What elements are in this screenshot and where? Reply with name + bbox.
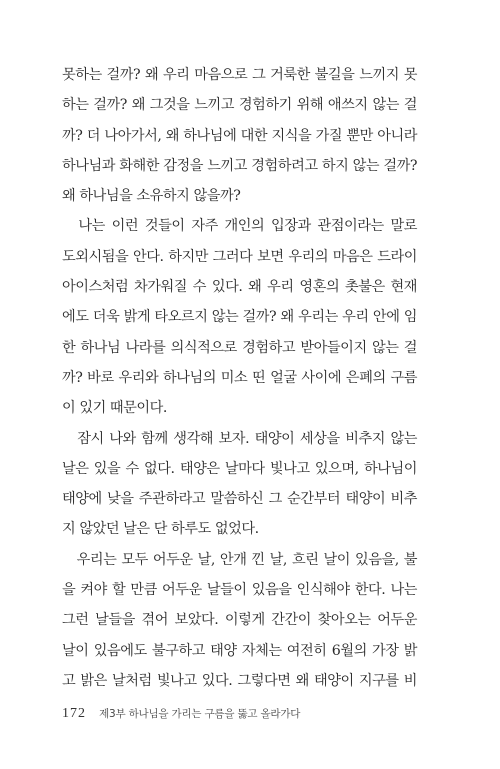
text-line: 왜 하나님을 소유하지 않을까? xyxy=(62,188,241,205)
text-line: 까? 바로 우리와 하나님의 미소 띤 얼굴 사이에 은폐의 구름 xyxy=(62,369,417,386)
text-line: 하는 걸까? 왜 그것을 느끼고 경험하기 위해 애쓰지 않는 걸 xyxy=(62,97,417,114)
text-line: 태양에 낮을 주관하라고 말씀하신 그 순간부터 태양이 비추 xyxy=(62,491,417,508)
text-line: 이 있기 때문이다. xyxy=(62,400,167,417)
body-text xyxy=(62,60,417,696)
text-line: 우리는 모두 어두운 날, 안개 낀 날, 흐린 날이 있음을, 불 xyxy=(62,551,417,568)
text-line: 에도 더욱 밝게 타오르지 않는 걸까? 왜 우리는 우리 안에 임 xyxy=(62,309,417,326)
text-line: 까? 더 나아가서, 왜 하나님에 대한 지식을 가질 뿐만 아니라 xyxy=(62,127,417,144)
text-line: 고 밝은 날처럼 빛나고 있다. 그렇다면 왜 태양이 지구를 비 xyxy=(62,672,417,689)
text-line: 그런 날들을 겪어 보았다. 이렇게 간간이 찾아오는 어두운 xyxy=(62,612,417,629)
text-line: 날이 있음에도 불구하고 태양 자체는 여전히 6월의 가장 밝 xyxy=(62,642,417,659)
text-line: 날은 있을 수 없다. 태양은 날마다 빛나고 있으며, 하나님이 xyxy=(62,460,417,477)
text-line: 도외시됨을 안다. 하지만 그러다 보면 우리의 마음은 드라이 xyxy=(62,248,417,265)
running-title: 제3부 하나님을 가리는 구름을 뚫고 올라가다 xyxy=(99,708,301,720)
text-line: 을 켜야 할 만큼 어두운 날들이 있음을 인식해야 한다. 나는 xyxy=(62,582,417,599)
text-line: 하나님과 화해한 감정을 느끼고 경험하려고 하지 않는 걸까? xyxy=(62,157,417,174)
page-footer xyxy=(62,702,300,722)
text-line: 지 않았던 날은 단 하루도 없었다. xyxy=(62,521,259,538)
text-line: 아이스처럼 차가워질 수 있다. 왜 우리 영혼의 촛불은 현재 xyxy=(62,279,417,296)
text-line: 한 하나님 나라를 의식적으로 경험하고 받아들이지 않는 걸 xyxy=(62,339,417,356)
text-line: 못하는 걸까? 왜 우리 마음으로 그 거룩한 불길을 느끼지 못 xyxy=(62,67,417,83)
text-line: 잠시 나와 함께 생각해 보자. 태양이 세상을 비추지 않는 xyxy=(62,430,417,447)
text-line: 나는 이런 것들이 자주 개인의 입장과 관점이라는 말로 xyxy=(62,218,417,235)
page-number: 172 xyxy=(62,706,86,721)
